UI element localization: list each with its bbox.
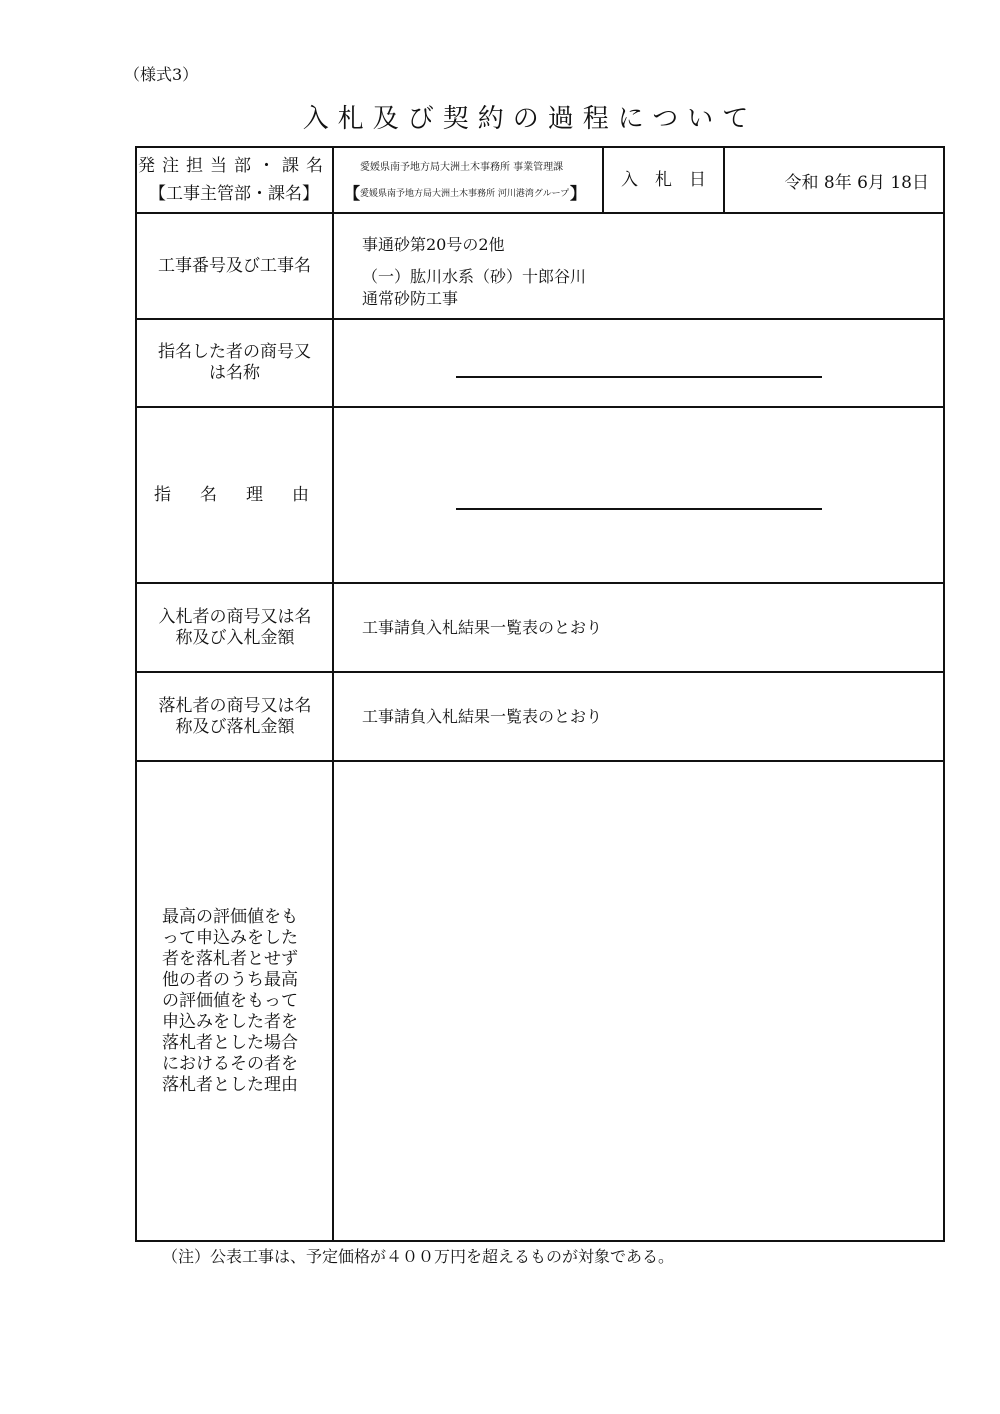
winner-label: 落札者の商号又は名称及び落札金額	[158, 695, 312, 737]
document-title: 入札及び契約の過程について	[302, 104, 758, 134]
work-value-cell	[334, 214, 943, 318]
department-value-sub: 愛媛県南予地方局大洲土木事務所 河川港湾グループ	[360, 189, 570, 199]
work-label: 工事番号及び工事名	[158, 255, 311, 276]
work-number: 事通砂第20号の2他	[362, 235, 505, 254]
bracket-open: 【	[344, 184, 361, 203]
nominee-label: 指名した者の商号又は名称	[158, 342, 311, 383]
bracket-close: 】	[570, 184, 587, 203]
department-value-sub-row	[344, 182, 586, 206]
reason-blank-line	[456, 508, 822, 510]
department-value-cell	[334, 148, 602, 212]
reason-label: 指 名 理 由	[154, 484, 315, 505]
bidders-value: 工事請負入札結果一覧表のとおり	[362, 617, 603, 637]
department-label-cell	[135, 148, 333, 212]
department-label: 発注担当部・課名	[138, 156, 330, 176]
winner-value: 工事請負入札結果一覧表のとおり	[362, 706, 603, 726]
bidders-label: 入札者の商号又は名称及び入札金額	[158, 606, 312, 648]
nominee-blank-line	[456, 376, 822, 378]
form-label: （様式3）	[124, 65, 199, 84]
bid-date-value: 令和 8年 6月 18日	[784, 172, 929, 193]
bid-date-label: 入 札 日	[621, 169, 706, 190]
department-label-sub: 【工事主管部・課名】	[149, 184, 319, 204]
footnote: （注）公表工事は、予定価格が４００万円を超えるものが対象である。	[162, 1247, 675, 1266]
work-name-line1: （一）肱川水系（砂）十郎谷川	[362, 267, 587, 286]
exception-value	[334, 762, 943, 1240]
department-value: 愛媛県南予地方局大洲土木事務所 事業管理課	[360, 162, 564, 173]
exception-label: 最高の評価値をもって申込みをした者を落札者とせず他の者のうち最高の評価値をもって申込みをした者を落札者とした場合におけるその者を落札者とした理由	[162, 906, 298, 1095]
work-name-line2: 通常砂防工事	[362, 289, 459, 308]
